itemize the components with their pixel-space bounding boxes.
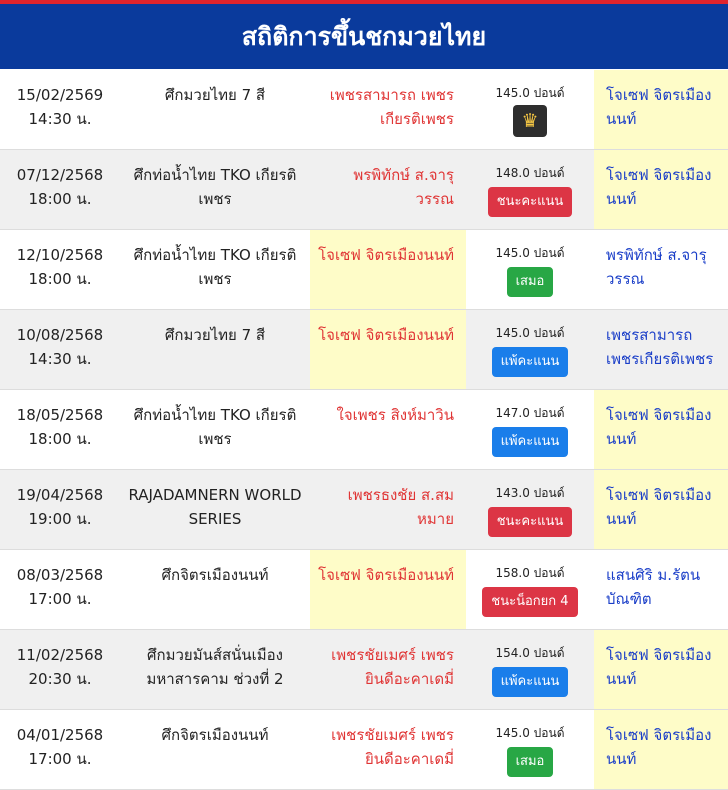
fight-result <box>466 550 594 629</box>
result-badge: เสมอ <box>507 747 554 777</box>
fight-date: 04/01/2568 <box>16 726 104 744</box>
fight-time: 17:00 น. <box>28 590 92 608</box>
event-name: ศึกมวยไทย 7 สี <box>164 86 266 104</box>
fight-time: 19:00 น. <box>28 510 92 528</box>
fight-result <box>466 630 594 709</box>
fight-datetime <box>0 150 120 229</box>
event-name: ศึกมวยไทย 7 สี <box>164 326 266 344</box>
fight-result <box>466 310 594 389</box>
fight-datetime <box>0 310 120 389</box>
fight-result <box>466 230 594 309</box>
fight-result <box>466 710 594 789</box>
fight-time: 14:30 น. <box>28 350 92 368</box>
blue-corner-fighter[interactable]: โจเซฟ จิตรเมืองนนท์ <box>594 150 728 229</box>
fight-datetime <box>0 710 120 789</box>
page-title: สถิติการขึ้นชกมวยไทย <box>0 0 728 70</box>
blue-corner-fighter[interactable]: โจเซฟ จิตรเมืองนนท์ <box>594 470 728 549</box>
fight-datetime <box>0 230 120 309</box>
weight-class: 154.0 ปอนด์ <box>495 646 565 660</box>
result-badge: แพ้คะแนน <box>492 667 569 697</box>
result-badge: ชนะคะแนน <box>488 507 573 537</box>
weight-class: 145.0 ปอนด์ <box>495 726 565 740</box>
red-corner-fighter[interactable]: ใจเพชร สิงห์มาวิน <box>336 406 454 424</box>
fight-stats-table <box>0 70 728 790</box>
weight-class: 145.0 ปอนด์ <box>495 246 565 260</box>
event-name: ศึกท่อน้ำไทย TKO เกียรติเพชร <box>133 166 297 208</box>
fight-time: 20:30 น. <box>28 670 92 688</box>
fight-time: 18:00 น. <box>28 190 92 208</box>
fight-result <box>466 150 594 229</box>
red-corner-fighter[interactable]: เพชรสามารถ เพชรเกียรติเพชร <box>329 86 454 128</box>
table-row <box>0 470 728 550</box>
fight-datetime <box>0 550 120 629</box>
fight-date: 11/02/2568 <box>16 646 104 664</box>
table-row <box>0 150 728 230</box>
fight-time: 17:00 น. <box>28 750 92 768</box>
fight-date: 07/12/2568 <box>16 166 104 184</box>
weight-class: 158.0 ปอนด์ <box>495 566 565 580</box>
fight-result <box>466 70 594 149</box>
blue-corner-fighter[interactable]: โจเซฟ จิตรเมืองนนท์ <box>594 70 728 149</box>
fight-datetime <box>0 630 120 709</box>
fight-datetime <box>0 70 120 149</box>
blue-corner-fighter[interactable]: โจเซฟ จิตรเมืองนนท์ <box>594 710 728 789</box>
fight-date: 19/04/2568 <box>16 486 104 504</box>
table-row <box>0 550 728 630</box>
red-corner-fighter[interactable]: โจเซฟ จิตรเมืองนนท์ <box>310 310 466 389</box>
fight-date: 18/05/2568 <box>16 406 104 424</box>
table-row <box>0 70 728 150</box>
fight-date: 15/02/2569 <box>16 86 104 104</box>
event-name: ศึกท่อน้ำไทย TKO เกียรติเพชร <box>133 406 297 448</box>
red-corner-fighter[interactable]: เพชรชัยเมศร์ เพชรยินดีอะคาเดมี่ <box>331 646 454 688</box>
fight-date: 12/10/2568 <box>16 246 104 264</box>
result-badge: แพ้คะแนน <box>492 347 569 377</box>
result-badge: ชนะคะแนน <box>488 187 573 217</box>
crown-icon: ♛ <box>513 105 547 137</box>
weight-class: 147.0 ปอนด์ <box>495 406 565 420</box>
red-corner-fighter[interactable]: พรพิทักษ์ ส.จารุวรรณ <box>353 166 454 208</box>
red-corner-fighter[interactable]: เพชรธงชัย ส.สมหมาย <box>347 486 454 528</box>
event-name: ศึกจิตรเมืองนนท์ <box>161 726 269 744</box>
table-row <box>0 230 728 310</box>
table-row <box>0 310 728 390</box>
red-corner-fighter[interactable]: โจเซฟ จิตรเมืองนนท์ <box>310 550 466 629</box>
fight-time: 14:30 น. <box>28 110 92 128</box>
fight-date: 10/08/2568 <box>16 326 104 344</box>
weight-class: 145.0 ปอนด์ <box>495 326 565 340</box>
table-row <box>0 630 728 710</box>
weight-class: 143.0 ปอนด์ <box>495 486 565 500</box>
fight-time: 18:00 น. <box>28 270 92 288</box>
fight-result <box>466 390 594 469</box>
fight-datetime <box>0 390 120 469</box>
fight-datetime <box>0 470 120 549</box>
result-badge: แพ้คะแนน <box>492 427 569 457</box>
red-corner-fighter[interactable]: โจเซฟ จิตรเมืองนนท์ <box>310 230 466 309</box>
fight-result <box>466 470 594 549</box>
table-row <box>0 710 728 790</box>
event-name: ศึกท่อน้ำไทย TKO เกียรติเพชร <box>133 246 297 288</box>
blue-corner-fighter[interactable]: แสนศิริ ม.รัตนบัณฑิต <box>606 566 701 608</box>
blue-corner-fighter[interactable]: พรพิทักษ์ ส.จารุวรรณ <box>606 246 707 288</box>
event-name: RAJADAMNERN WORLD SERIES <box>128 486 302 528</box>
red-corner-fighter[interactable]: เพชรชัยเมศร์ เพชรยินดีอะคาเดมี่ <box>331 726 454 768</box>
weight-class: 145.0 ปอนด์ <box>495 86 565 100</box>
blue-corner-fighter[interactable]: เพชรสามารถ เพชรเกียรติเพชร <box>606 326 714 368</box>
result-badge: ชนะน็อกยก 4 <box>482 587 577 617</box>
blue-corner-fighter[interactable]: โจเซฟ จิตรเมืองนนท์ <box>594 630 728 709</box>
fight-time: 18:00 น. <box>28 430 92 448</box>
fight-date: 08/03/2568 <box>16 566 104 584</box>
table-row <box>0 390 728 470</box>
event-name: ศึกมวยมันส์สนั่นเมือง มหาสารคาม ช่วงที่ 2 <box>146 646 284 688</box>
result-badge: เสมอ <box>507 267 554 297</box>
event-name: ศึกจิตรเมืองนนท์ <box>161 566 269 584</box>
weight-class: 148.0 ปอนด์ <box>495 166 565 180</box>
blue-corner-fighter[interactable]: โจเซฟ จิตรเมืองนนท์ <box>594 390 728 469</box>
